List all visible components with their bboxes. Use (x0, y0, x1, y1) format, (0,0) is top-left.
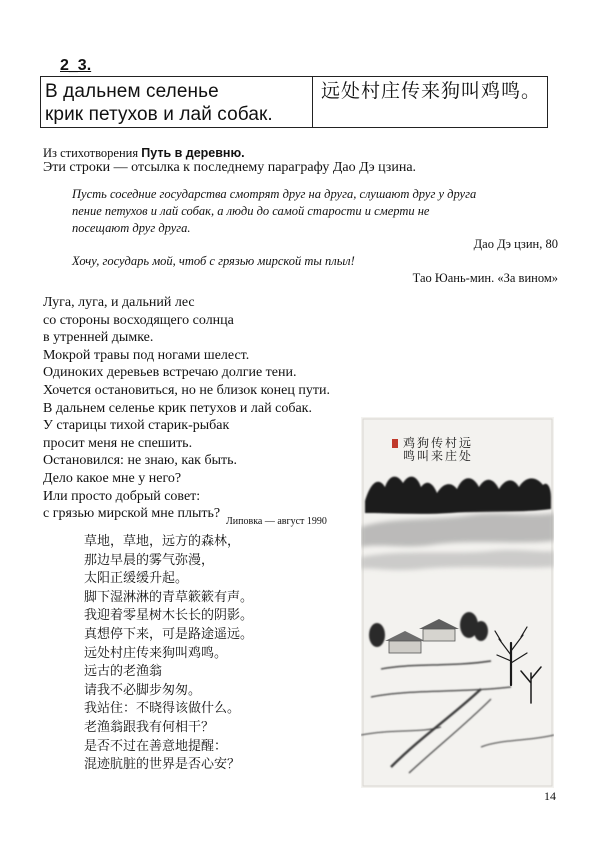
quote-line: посещают друг друга. (72, 221, 191, 235)
poem-line: просит меня не спешить. (43, 435, 193, 451)
comparison-ru-line: В дальнем селенье (45, 81, 219, 102)
poem-line: 请我不必脚步匆匆。 (84, 682, 202, 698)
poem-line: 脚下湿淋淋的青草簌簌有声。 (84, 589, 254, 605)
quote-line: пение петухов и лай собак, а люди до самой старости и смерти не (72, 204, 430, 218)
poem-line: 太阳正缓缓升起。 (84, 571, 189, 587)
quote-attribution: Тао Юань-мин. «За вином» (412, 271, 558, 285)
painting-hill-wash (361, 513, 554, 570)
comparison-table (40, 76, 548, 128)
poem-line: 草地，草地，远方的森林， (84, 534, 241, 549)
poem-line: В дальнем селенье крик петухов и лай собак. (43, 400, 312, 416)
quote-line: Пусть соседние государства смотрят друг на друга, слушают друг у друга (72, 187, 477, 201)
poem-line: 我站住：不晓得该做什么。 (84, 701, 241, 717)
inscription-column: 鸡鸣 (403, 436, 416, 463)
poem-line: 远古的老渔翁 (84, 664, 163, 680)
source-line (43, 146, 245, 161)
poem-line: Луга, луга, и дальний лес (43, 295, 195, 310)
inscription-column: 村庄 (445, 436, 458, 463)
poem-line: в утренней дымке. (43, 330, 154, 346)
poem-line: Одиноких деревьев встречаю долгие тени. (43, 365, 297, 381)
poem-line: Мокрой травы под ногами шелест. (43, 347, 250, 363)
poem-line: со стороны восходящего солнца (43, 312, 234, 328)
poem-line: Остановился: не знаю, как быть. (43, 453, 237, 469)
poem-chinese (84, 533, 253, 775)
painting-inscription (403, 435, 471, 463)
poem-line: 远处村庄传来狗叫鸡鸣。 (84, 645, 228, 661)
poem-line: У старицы тихой старик-рыбак (43, 418, 230, 434)
poem-line: 老渔翁跟我有何相干？ (84, 719, 215, 735)
section-number: 2_3. (60, 57, 92, 74)
page-number: 14 (544, 789, 556, 803)
poem-russian (43, 294, 330, 523)
reference-note: Эти строки — отсылка к последнему параграфу Дао Дэ цзина. (43, 160, 417, 175)
red-seal (392, 439, 398, 448)
ink-painting (361, 417, 554, 788)
source-prefix: Из стихотворения (43, 146, 142, 160)
poem-line: 混迹肮脏的世界是否心安？ (84, 757, 241, 773)
painting-paper (361, 417, 554, 788)
poem-line: Хочется остановиться, но не близок конец пути. (43, 382, 330, 398)
tao-yuanming-quote: Хочу, государь мой, чтоб с грязью мирской ты плыл! (72, 254, 355, 268)
tao-te-ching-quote (72, 186, 542, 237)
poem-line: 那边早晨的雾气弥漫， (84, 552, 215, 568)
poem-line: Дело какое мне у него? (43, 470, 182, 486)
poem-line: 真想停下来，可是路途遥远。 (84, 626, 254, 642)
comparison-ru-line: крик петухов и лай собак. (45, 104, 273, 125)
comparison-chinese-cell: 远处村庄传来狗叫鸡鸣。 (321, 80, 542, 102)
poem-date: Липовка — август 1990 (226, 516, 327, 527)
inscription-column: 传来 (431, 436, 444, 463)
quote-attribution: Дао Дэ цзин, 80 (473, 237, 558, 251)
inscription-column: 狗叫 (417, 436, 430, 463)
poem-title: Путь в деревню. (141, 146, 245, 160)
poem-line: Или просто добрый совет: (43, 488, 201, 504)
comparison-russian-cell (41, 77, 313, 127)
inscription-column: 远处 (459, 436, 472, 463)
poem-line: с грязью мирской мне плыть? (43, 506, 221, 522)
poem-line: 我迎着零星树木长长的阴影。 (84, 608, 254, 624)
poem-line: 是否不过在善意地提醒： (84, 738, 228, 754)
